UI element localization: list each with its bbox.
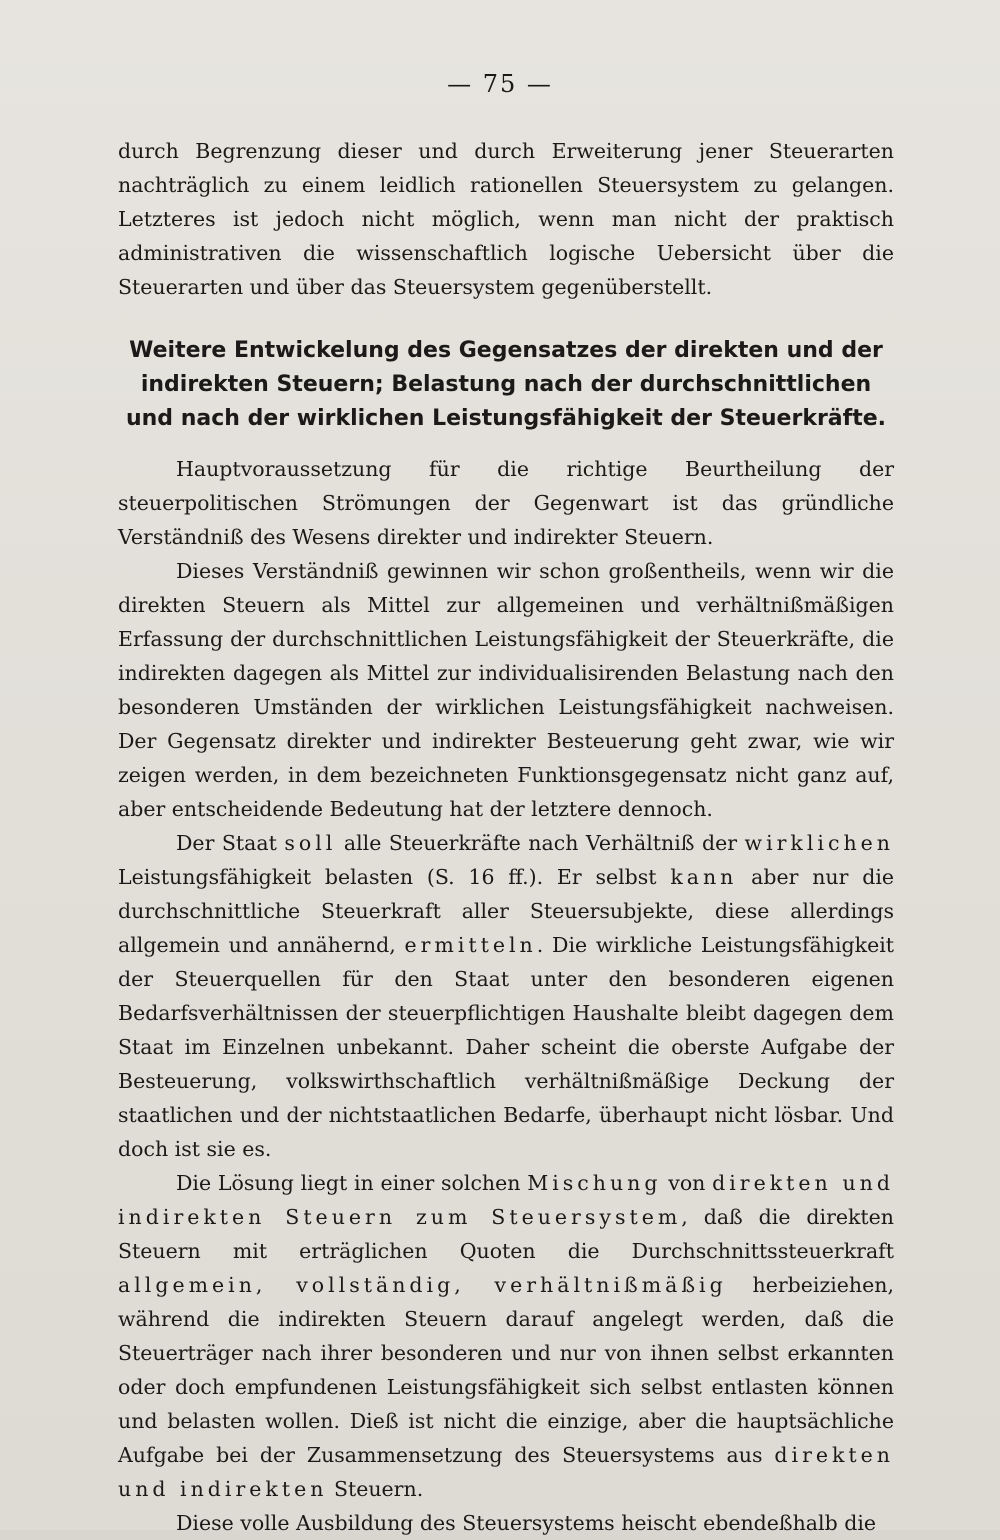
p4-emphasis-allgemein: allgemein, vollständig, verhältnißmäßig xyxy=(118,1273,727,1297)
p3-emphasis-ermitteln: ermitteln xyxy=(404,933,537,957)
p4-text-g: herbeiziehen, während die indirekten Steuern darauf angelegt werden, daß die Steuerträger nach ihrer besonderen und nur von ihnen selbst erkannten oder doch empfundenen Leistungsfähigkeit sich selbst entlasten können und belasten wollen. Dieß ist nicht die einzige, aber die hauptsächliche Aufgabe bei der Zusammensetzung des Steuersystems aus xyxy=(118,1273,894,1467)
section-heading: Weitere Entwickelung des Gegensatzes der direkten und der indirekten Steuern; Belastung nach der durchschnittlichen und nach der wirklichen Leistungsfähigkeit der Steuerkräfte. xyxy=(125,338,887,431)
p4-text-e: , daß die direkten Steuern mit erträglichen Quoten die Durchschnittssteuerkraft xyxy=(118,1205,894,1263)
paragraph-5: Diese volle Ausbildung des Steuersystems heischt ebendeßhalb die xyxy=(176,1511,877,1535)
page-number: — 75 — xyxy=(447,70,553,98)
p4-emphasis-direkten-und-indirekten: direkten und indirekten xyxy=(118,1443,894,1501)
paragraph-1: Hauptvoraussetzung für die richtige Beurtheilung der steuerpolitischen Strömungen der Gegenwart ist das gründliche Verständniß des Wesens direkter und indirekter Steuern. xyxy=(118,457,894,549)
p3-text-e: Leistungsfähigkeit belasten (S. 16 ff.). Er selbst xyxy=(118,865,671,889)
p4-emphasis-direkten-indirekten: direkten und indirekten Steuern zum Steuersystem xyxy=(118,1171,895,1229)
p4-text-i: Steuern. xyxy=(327,1477,424,1501)
paragraph-3 xyxy=(118,826,894,1166)
paragraph-2: Dieses Verständniß gewinnen wir schon großentheils, wenn wir die direkten Steuern als Mittel zur allgemeinen und verhältnißmäßigen Erfassung der durchschnittlichen Leistungsfähigkeit der Steuerkräfte, die indirekten dagegen als Mittel zur individualisirenden Belastung nach den besonderen Umständen der wirklichen Leistungsfähigkeit nachweisen. Der Gegensatz direkter und indirekter Besteuerung geht zwar, wie wir zeigen werden, in dem bezeichneten Funktionsgegensatz nicht ganz auf, aber entscheidende Bedeutung hat der letztere dennoch. xyxy=(118,559,894,821)
paragraph-4 xyxy=(118,1166,894,1506)
body-text xyxy=(118,452,894,1540)
p3-text-i: . Die wirkliche Leistungsfähigkeit der Steuerquellen für den Staat unter den besonderen eigenen Bedarfsverhältnissen der steuerpflichtigen Haushalte bleibt dagegen dem Staat im Einzelnen unbekannt. Daher scheint die oberste Aufgabe der Besteuerung, volkswirthschaftlich verhältnißmäßige Deckung der staatlichen und der nichtstaatlichen Bedarfe, überhaupt nicht lösbar. Und doch ist sie es. xyxy=(118,933,894,1161)
p3-text-c: alle Steuerkräfte nach Verhältniß der xyxy=(336,831,745,855)
p4-text-c: von xyxy=(661,1171,713,1195)
p4-text-a: Die Lösung liegt in einer solchen xyxy=(176,1171,528,1195)
p3-emphasis-soll: soll xyxy=(284,831,337,855)
p3-emphasis-wirklichen: wirklichen xyxy=(744,831,894,855)
p3-text-g: aber nur die durchschnittliche Steuerkraft aller Steuersubjekte, diese allerdings allgemein und annähernd, xyxy=(118,865,895,957)
p3-emphasis-kann: kann xyxy=(670,865,738,889)
p4-emphasis-mischung: Mischung xyxy=(527,1171,662,1195)
intro-paragraph: durch Begrenzung dieser und durch Erweiterung jener Steuerarten nachträglich zu einem leidlich rationellen Steuersystem zu gelangen. Letzteres ist jedoch nicht möglich, wenn man nicht der praktisch administrativen die wissenschaftlich logische Uebersicht über die Steuerarten und über das Steuersystem gegenüberstellt. xyxy=(118,139,894,299)
p3-text-a: Der Staat xyxy=(176,831,285,855)
